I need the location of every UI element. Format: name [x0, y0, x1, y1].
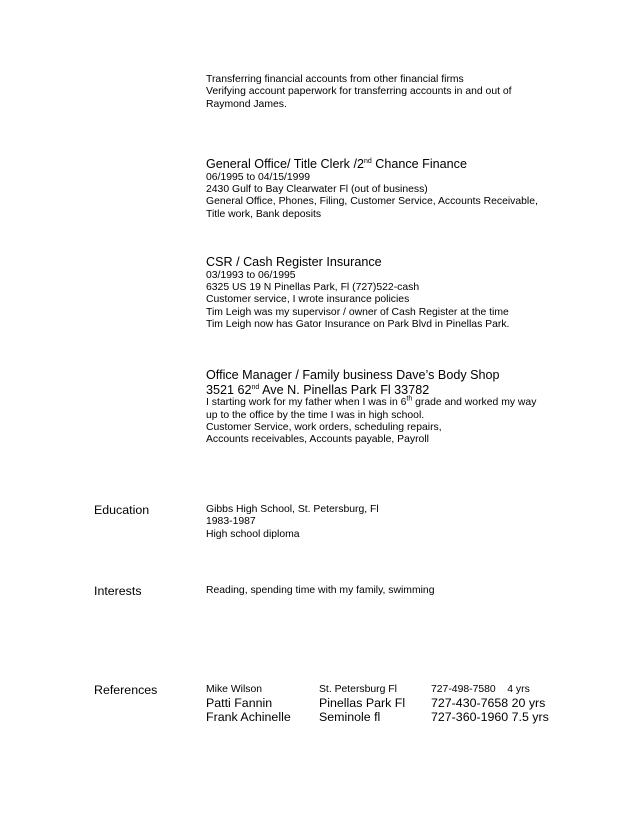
interests-label: Interests [94, 584, 142, 598]
reference-city: Seminole fl [319, 710, 381, 724]
job-line: Customer service, I wrote insurance policies [206, 294, 410, 306]
job-line: 03/1993 to 06/1995 [206, 269, 296, 281]
job-line: General Office, Phones, Filing, Customer Service, Accounts Receivable, [206, 196, 538, 208]
job-cash-register [206, 255, 509, 332]
raymond-block [206, 74, 512, 111]
reference-contact: 727-498-7580 4 yrs [431, 684, 530, 695]
reference-name: Mike Wilson [206, 684, 263, 695]
job-line: Accounts receivables, Accounts payable, Payroll [206, 434, 429, 446]
raymond-line: Verifying account paperwork for transferring accounts in and out of [206, 86, 512, 98]
job-second-chance [206, 157, 538, 221]
reference-city: St. Petersburg Fl [319, 684, 397, 695]
reference-name: Patti Fannin [206, 696, 273, 710]
references-label: References [94, 683, 158, 697]
job-line: up to the office by the time I was in high school. [206, 409, 425, 421]
job-body-shop [206, 368, 536, 447]
education-line: High school diploma [206, 528, 300, 540]
job-title: General Office/ Title Clerk /2nd Chance Finance [206, 157, 467, 171]
interests-block [206, 585, 434, 597]
raymond-line: Raymond James. [206, 98, 287, 110]
job-line: 06/1995 to 04/15/1999 [206, 171, 311, 183]
reference-name: Frank Achinelle [206, 710, 291, 724]
education-line: 1983-1987 [206, 516, 256, 528]
job-line: 6325 US 19 N Pinellas Park, Fl (727)522-cash [206, 282, 420, 293]
job-line: 2430 Gulf to Bay Clearwater Fl (out of business) [206, 184, 428, 195]
education-block [206, 504, 379, 541]
job-line: I starting work for my father when I was in 6th grade and worked my way [206, 395, 537, 409]
reference-contact: 727-360-1960 7.5 yrs [431, 710, 549, 724]
job-address: 3521 62nd Ave N. Pinellas Park Fl 33782 [206, 382, 430, 397]
job-line: Title work, Bank deposits [206, 208, 322, 220]
education-line: Gibbs High School, St. Petersburg, Fl [206, 504, 379, 515]
reference-contact: 727-430-7658 20 yrs [431, 696, 546, 710]
education-label: Education [94, 503, 150, 517]
job-line: Customer Service, work orders, scheduling repairs, [206, 422, 442, 433]
job-title: CSR / Cash Register Insurance [206, 255, 382, 269]
interests-text: Reading, spending time with my family, swimming [206, 585, 435, 596]
job-title: Office Manager / Family business Dave’s Body Shop [206, 368, 500, 382]
reference-city: Pinellas Park Fl [319, 696, 406, 710]
job-line: Tim Leigh was my supervisor / owner of Cash Register at the time [206, 306, 509, 318]
job-line: Tim Leigh now has Gator Insurance on Park Blvd in Pinellas Park. [206, 319, 510, 331]
raymond-line: Transferring financial accounts from other financial firms [206, 74, 464, 85]
